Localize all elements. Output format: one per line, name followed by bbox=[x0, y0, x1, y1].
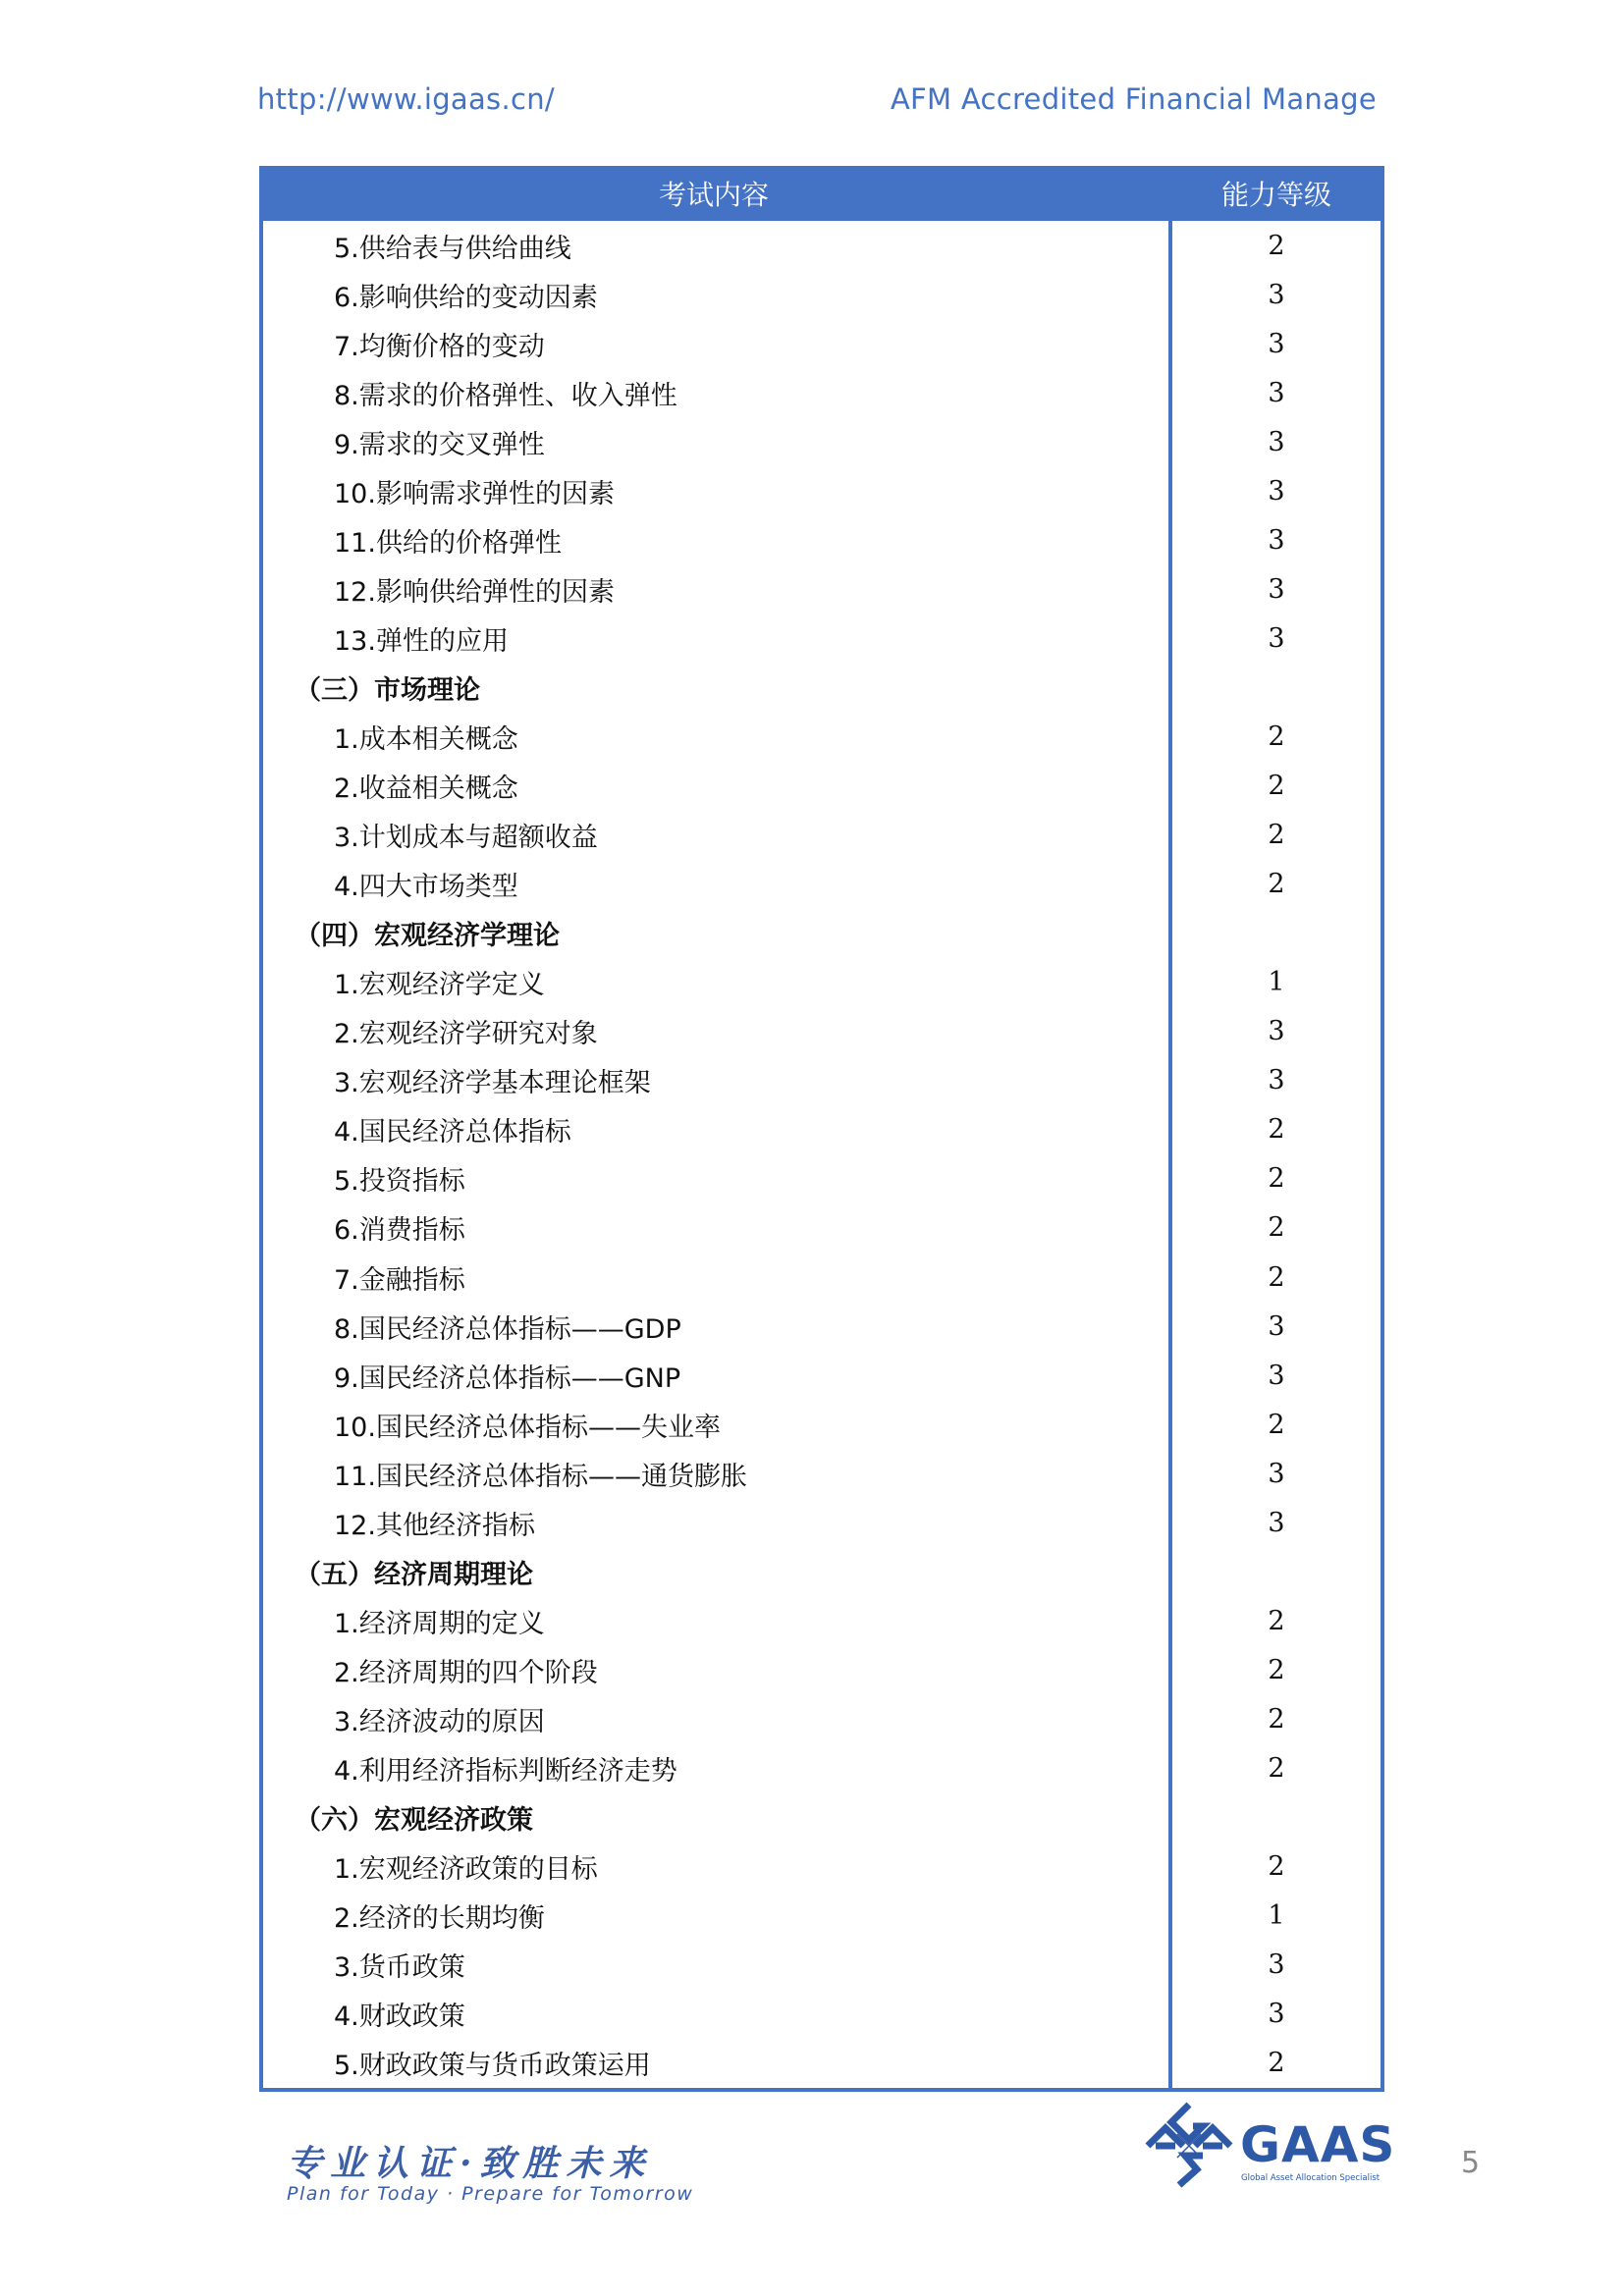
table-row-content: 3.货币政策 bbox=[334, 1952, 465, 1984]
table-row-content: 4.利用经济指标判断经济走势 bbox=[334, 1755, 677, 1787]
table-row-level: 3 bbox=[1268, 1949, 1285, 1981]
table-row-content: 11.供给的价格弹性 bbox=[334, 527, 562, 559]
section-heading: （五）经济周期理论 bbox=[295, 1559, 533, 1590]
table-row-level: 3 bbox=[1268, 426, 1285, 457]
table-row-level: 3 bbox=[1268, 524, 1285, 556]
gaas-logo-icon bbox=[1142, 2099, 1236, 2193]
table-row-level: 2 bbox=[1268, 869, 1285, 900]
level-column bbox=[1172, 221, 1380, 2088]
table-row-level: 3 bbox=[1268, 1065, 1285, 1096]
table-row-level bbox=[1172, 1793, 1380, 1842]
section-heading: （三）市场理论 bbox=[295, 674, 480, 706]
table-row-content: 6.影响供给的变动因素 bbox=[334, 282, 598, 313]
table-row-content: 3.计划成本与超额收益 bbox=[334, 823, 598, 854]
table-row-level: 2 bbox=[1268, 820, 1285, 851]
table-row-content: 3.宏观经济学基本理论框架 bbox=[334, 1068, 651, 1099]
table-row-content: 13.弹性的应用 bbox=[334, 625, 509, 657]
page-header-title: AFM Accredited Financial Manage bbox=[890, 82, 1377, 116]
table-row-level: 3 bbox=[1268, 622, 1285, 654]
table-row-content: 4.国民经济总体指标 bbox=[334, 1117, 571, 1148]
table-row-level: 3 bbox=[1268, 573, 1285, 605]
table-row-level: 3 bbox=[1268, 279, 1285, 310]
table-header bbox=[259, 166, 1384, 221]
table-row-level: 2 bbox=[1268, 1851, 1285, 1883]
table-row-level: 2 bbox=[1268, 230, 1285, 261]
column-header-content: 考试内容 bbox=[658, 179, 769, 211]
table-row-level: 1 bbox=[1268, 967, 1285, 998]
table-row-level: 2 bbox=[1268, 771, 1285, 802]
table-row-content: 11.国民经济总体指标——通货膨胀 bbox=[334, 1461, 747, 1492]
section-heading: （六）宏观经济政策 bbox=[295, 1805, 533, 1837]
table-row-level: 2 bbox=[1268, 1605, 1285, 1636]
table-row-content: 2.经济的长期均衡 bbox=[334, 1903, 545, 1935]
table-row-level: 2 bbox=[1268, 1752, 1285, 1784]
table-row-content: 2.经济周期的四个阶段 bbox=[334, 1657, 598, 1688]
table-row-level: 3 bbox=[1268, 328, 1285, 359]
table-row-content: 12.影响供给弹性的因素 bbox=[334, 576, 615, 608]
table-row-level: 3 bbox=[1268, 1016, 1285, 1047]
table-row-content: 4.财政政策 bbox=[334, 2002, 465, 2033]
table-row-content: 7.均衡价格的变动 bbox=[334, 331, 545, 362]
table-row-level: 2 bbox=[1268, 1163, 1285, 1195]
footer-slogan-en: Plan for Today · Prepare for Tomorrow bbox=[287, 2183, 694, 2205]
table-row-level: 1 bbox=[1268, 1900, 1285, 1932]
page-header-url[interactable]: http://www.igaas.cn/ bbox=[257, 82, 555, 116]
table-row-level: 3 bbox=[1268, 377, 1285, 408]
section-heading: （四）宏观经济学理论 bbox=[295, 921, 560, 952]
table-row-content: 12.其他经济指标 bbox=[334, 1510, 535, 1541]
table-row-content: 7.金融指标 bbox=[334, 1264, 465, 1296]
table-row-content: 8.国民经济总体指标——GDP bbox=[334, 1313, 681, 1345]
table-row-content: 2.收益相关概念 bbox=[334, 774, 518, 805]
table-row-level: 2 bbox=[1268, 1409, 1285, 1440]
table-row-level bbox=[1172, 663, 1380, 712]
table-row-content: 5.财政政策与货币政策运用 bbox=[334, 2051, 651, 2082]
table-row-level bbox=[1172, 909, 1380, 958]
table-row-level: 3 bbox=[1268, 1507, 1285, 1538]
table-row-content: 4.四大市场类型 bbox=[334, 872, 518, 903]
table-row-level: 2 bbox=[1268, 721, 1285, 752]
table-row-content: 1.宏观经济学定义 bbox=[334, 970, 545, 1001]
table-row-content: 8.需求的价格弹性、收入弹性 bbox=[334, 380, 677, 411]
table-row-content: 5.供给表与供给曲线 bbox=[334, 233, 571, 264]
table-row-content: 1.成本相关概念 bbox=[334, 723, 518, 755]
gaas-logo bbox=[1142, 2099, 1396, 2197]
table-row-content: 1.经济周期的定义 bbox=[334, 1608, 545, 1639]
gaas-logo-tagline: Global Asset Allocation Specialist bbox=[1241, 2173, 1380, 2183]
table-row-level: 3 bbox=[1268, 1310, 1285, 1342]
content-column bbox=[263, 221, 1172, 2088]
table-body bbox=[263, 221, 1380, 2088]
column-header-level: 能力等级 bbox=[1220, 179, 1331, 211]
table-row-content: 9.国民经济总体指标——GNP bbox=[334, 1362, 681, 1394]
page-number: 5 bbox=[1461, 2146, 1481, 2180]
table-row-content: 10.国民经济总体指标——失业率 bbox=[334, 1412, 721, 1443]
table-row-level bbox=[1172, 1547, 1380, 1596]
table-row-content: 5.投资指标 bbox=[334, 1166, 465, 1198]
table-row-level: 2 bbox=[1268, 1114, 1285, 1146]
table-row-content: 9.需求的交叉弹性 bbox=[334, 429, 545, 460]
table-row-level: 2 bbox=[1268, 2048, 1285, 2079]
footer-slogan: 专业认证·致胜未来 bbox=[287, 2143, 653, 2184]
table-row-content: 1.宏观经济政策的目标 bbox=[334, 1854, 598, 1886]
gaas-logo-name: GAAS bbox=[1240, 2116, 1396, 2173]
table-row-level: 2 bbox=[1268, 1261, 1285, 1293]
table-row-level: 2 bbox=[1268, 1212, 1285, 1244]
table-row-level: 2 bbox=[1268, 1703, 1285, 1735]
table-row-level: 3 bbox=[1268, 1458, 1285, 1489]
table-row-level: 2 bbox=[1268, 1654, 1285, 1685]
table-row-level: 3 bbox=[1268, 475, 1285, 507]
table-row-content: 10.影响需求弹性的因素 bbox=[334, 478, 615, 509]
exam-content-table bbox=[259, 166, 1384, 2092]
table-row-content: 6.消费指标 bbox=[334, 1215, 465, 1247]
table-row-content: 3.经济波动的原因 bbox=[334, 1706, 545, 1737]
table-row-level: 3 bbox=[1268, 1999, 1285, 2030]
table-row-level: 3 bbox=[1268, 1360, 1285, 1391]
table-row-content: 2.宏观经济学研究对象 bbox=[334, 1019, 598, 1050]
